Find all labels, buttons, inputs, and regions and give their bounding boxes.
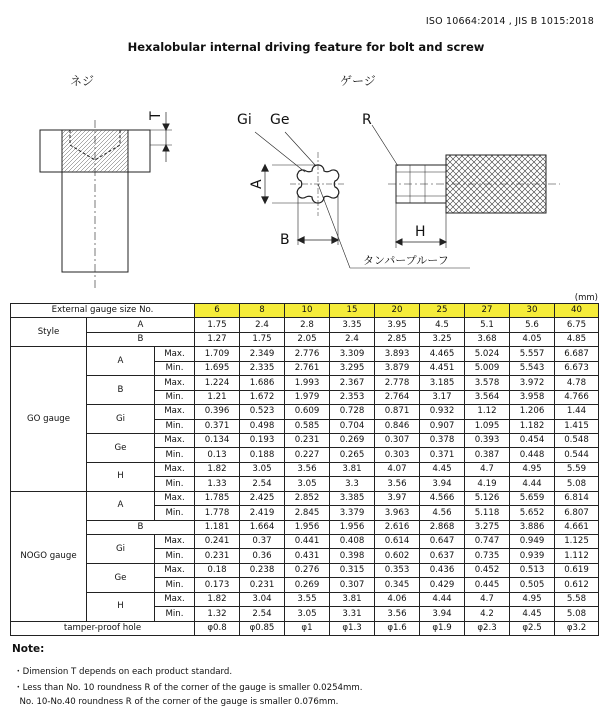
column-header-size: 6 [195, 304, 240, 318]
table-cell: 5.126 [465, 491, 510, 505]
column-header-size: 20 [375, 304, 420, 318]
table-cell: 0.441 [285, 535, 330, 549]
table-cell: φ2.3 [465, 621, 510, 635]
table-cell: 0.647 [420, 535, 465, 549]
table-cell: 0.408 [330, 535, 375, 549]
table-cell: 0.269 [285, 578, 330, 592]
table-cell: 4.05 [510, 332, 555, 346]
table-cell: 2.845 [285, 506, 330, 520]
table-cell: 1.224 [195, 376, 240, 390]
table-cell: 0.505 [510, 578, 555, 592]
table-cell: 0.448 [510, 448, 555, 462]
min-label: Min. [155, 419, 195, 433]
table-cell: 4.45 [420, 462, 465, 476]
table-cell: 0.932 [420, 405, 465, 419]
row-label: A [87, 318, 195, 332]
table-cell: 0.193 [240, 433, 285, 447]
table-cell: 3.886 [510, 520, 555, 534]
table-cell: 3.95 [375, 318, 420, 332]
table-cell: 0.614 [375, 535, 420, 549]
table-cell: 3.564 [465, 390, 510, 404]
table-cell: 3.379 [330, 506, 375, 520]
table-cell: 3.35 [330, 318, 375, 332]
table-cell: 0.134 [195, 433, 240, 447]
table-cell: φ1.6 [375, 621, 420, 635]
table-cell: 4.7 [465, 592, 510, 606]
table-cell: 6.814 [555, 491, 599, 505]
table-cell: 3.958 [510, 390, 555, 404]
max-label: Max. [155, 563, 195, 577]
table-cell: 5.1 [465, 318, 510, 332]
dim-label-ge: Ge [270, 112, 290, 128]
unit-label: (mm) [574, 293, 598, 303]
table-cell: 0.378 [420, 433, 465, 447]
table-cell: 0.371 [195, 419, 240, 433]
table-cell: 2.425 [240, 491, 285, 505]
table-cell: 4.95 [510, 462, 555, 476]
table-cell: 4.766 [555, 390, 599, 404]
table-cell: 1.956 [285, 520, 330, 534]
table-cell: 5.08 [555, 477, 599, 491]
table-cell: 0.445 [465, 578, 510, 592]
table-cell: 3.3 [330, 477, 375, 491]
max-label: Max. [155, 433, 195, 447]
table-cell: 3.963 [375, 506, 420, 520]
table-row [11, 332, 599, 346]
table-cell: 1.75 [240, 332, 285, 346]
table-cell: 0.585 [285, 419, 330, 433]
table-cell: 3.94 [420, 477, 465, 491]
table-cell: 3.295 [330, 361, 375, 375]
tamper-proof-label: タンパープルーフ [363, 254, 449, 267]
table-row [11, 433, 599, 447]
table-cell: 6.75 [555, 318, 599, 332]
min-label: Min. [155, 506, 195, 520]
note-line: ・Less than No. 10 roundness R of the corner of the gauge is smaller 0.0254mm. [14, 683, 363, 693]
table-cell: 1.785 [195, 491, 240, 505]
table-cell: φ0.85 [240, 621, 285, 635]
table-cell: 3.56 [375, 607, 420, 621]
table-cell: 4.06 [375, 592, 420, 606]
column-header-size: 15 [330, 304, 375, 318]
note-line: ・Dimension T depends on each product standard. [14, 667, 233, 677]
table-cell: 1.75 [195, 318, 240, 332]
table-cell: 0.303 [375, 448, 420, 462]
table-cell: φ1.3 [330, 621, 375, 635]
table-cell: 6.807 [555, 506, 599, 520]
technical-drawing [0, 62, 612, 302]
row-label: H [87, 592, 155, 621]
row-label: B [87, 520, 195, 534]
table-cell: 4.566 [420, 491, 465, 505]
table-row [11, 405, 599, 419]
dim-label-gi: Gi [237, 112, 252, 128]
max-label: Max. [155, 535, 195, 549]
row-label: H [87, 462, 155, 491]
table-cell: 5.659 [510, 491, 555, 505]
screw-side-view [40, 112, 172, 290]
max-label: Max. [155, 347, 195, 361]
table-cell: φ3.2 [555, 621, 599, 635]
table-cell: 3.56 [375, 477, 420, 491]
table-cell: 3.97 [375, 491, 420, 505]
table-cell: 0.544 [555, 448, 599, 462]
table-cell: 1.82 [195, 592, 240, 606]
table-cell: 4.95 [510, 592, 555, 606]
dim-label-b: B [280, 232, 290, 248]
table-cell: 0.13 [195, 448, 240, 462]
table-cell: 1.206 [510, 405, 555, 419]
table-cell: 1.27 [195, 332, 240, 346]
table-cell: 0.307 [375, 433, 420, 447]
table-cell: 2.616 [375, 520, 420, 534]
row-label: Gi [87, 535, 155, 564]
table-cell: 2.05 [285, 332, 330, 346]
spec-table [10, 303, 599, 636]
table-cell: 0.227 [285, 448, 330, 462]
table-cell: 0.609 [285, 405, 330, 419]
table-cell: 4.19 [465, 477, 510, 491]
table-cell: 3.25 [420, 332, 465, 346]
row-label: Ge [87, 433, 155, 462]
table-cell: 1.095 [465, 419, 510, 433]
table-cell: 3.385 [330, 491, 375, 505]
table-cell: 1.993 [285, 376, 330, 390]
table-cell: 2.335 [240, 361, 285, 375]
table-cell: 2.54 [240, 607, 285, 621]
table-cell: 3.185 [420, 376, 465, 390]
max-label: Max. [155, 405, 195, 419]
table-cell: 3.68 [465, 332, 510, 346]
min-label: Min. [155, 607, 195, 621]
table-cell: 4.45 [510, 607, 555, 621]
table-cell: 2.778 [375, 376, 420, 390]
column-header-size: 10 [285, 304, 330, 318]
table-cell: 4.56 [420, 506, 465, 520]
min-label: Min. [155, 477, 195, 491]
table-cell: 1.12 [465, 405, 510, 419]
table-cell: 0.907 [420, 419, 465, 433]
table-cell: 2.85 [375, 332, 420, 346]
max-label: Max. [155, 462, 195, 476]
table-cell: 3.972 [510, 376, 555, 390]
table-cell: 3.578 [465, 376, 510, 390]
table-cell: 5.118 [465, 506, 510, 520]
min-label: Min. [155, 361, 195, 375]
table-cell: 0.238 [240, 563, 285, 577]
table-cell: 0.637 [420, 549, 465, 563]
table-cell: 0.498 [240, 419, 285, 433]
table-cell: 4.44 [420, 592, 465, 606]
row-label: B [87, 376, 155, 405]
table-cell: 1.182 [510, 419, 555, 433]
table-cell: 2.764 [375, 390, 420, 404]
table-cell: 0.241 [195, 535, 240, 549]
standard-reference: ISO 10664:2014 , JIS B 1015:2018 [425, 16, 594, 27]
column-header-size: 30 [510, 304, 555, 318]
table-cell: 3.893 [375, 347, 420, 361]
max-label: Max. [155, 592, 195, 606]
table-cell: 2.4 [240, 318, 285, 332]
table-row [11, 304, 599, 318]
min-label: Min. [155, 390, 195, 404]
table-cell: 5.557 [510, 347, 555, 361]
table-cell: 2.349 [240, 347, 285, 361]
table-cell: 1.664 [240, 520, 285, 534]
table-row [11, 491, 599, 505]
table-cell: 4.5 [420, 318, 465, 332]
table-cell: 4.451 [420, 361, 465, 375]
dim-label-r: R [362, 112, 372, 128]
table-cell: 4.85 [555, 332, 599, 346]
table-cell: 3.55 [285, 592, 330, 606]
table-cell: 5.59 [555, 462, 599, 476]
min-label: Min. [155, 578, 195, 592]
table-cell: 0.949 [510, 535, 555, 549]
row-label: Ge [87, 563, 155, 592]
table-cell: 5.6 [510, 318, 555, 332]
table-cell: 0.523 [240, 405, 285, 419]
table-cell: 3.94 [420, 607, 465, 621]
table-cell: 1.778 [195, 506, 240, 520]
gauge-side-view [372, 125, 560, 248]
table-cell: 6.673 [555, 361, 599, 375]
table-cell: 4.661 [555, 520, 599, 534]
table-cell: 5.024 [465, 347, 510, 361]
row-label: A [87, 491, 155, 520]
table-cell: 0.454 [510, 433, 555, 447]
column-header-size: 8 [240, 304, 285, 318]
table-cell: 1.112 [555, 549, 599, 563]
table-cell: 2.8 [285, 318, 330, 332]
table-row [11, 376, 599, 390]
table-cell: 1.44 [555, 405, 599, 419]
table-row [11, 347, 599, 361]
table-cell: 0.353 [375, 563, 420, 577]
table-cell: 0.431 [285, 549, 330, 563]
table-cell: φ2.5 [510, 621, 555, 635]
table-cell: 6.687 [555, 347, 599, 361]
table-cell: φ1 [285, 621, 330, 635]
table-cell: 0.36 [240, 549, 285, 563]
table-cell: 2.353 [330, 390, 375, 404]
note-line: No. 10-No.40 roundness R of the corner of the gauge is smaller 0.076mm. [14, 697, 339, 707]
dim-label-h: H [415, 224, 426, 240]
table-cell: 2.54 [240, 477, 285, 491]
table-cell: 4.07 [375, 462, 420, 476]
table-cell: 0.173 [195, 578, 240, 592]
table-cell: 2.868 [420, 520, 465, 534]
table-cell: 3.04 [240, 592, 285, 606]
table-cell: 1.672 [240, 390, 285, 404]
table-cell: 0.548 [555, 433, 599, 447]
table-cell: 3.275 [465, 520, 510, 534]
table-cell: 4.465 [420, 347, 465, 361]
column-header-gauge-size: External gauge size No. [11, 304, 195, 318]
dim-label-a: A [249, 179, 265, 189]
column-header-size: 27 [465, 304, 510, 318]
column-header-size: 25 [420, 304, 465, 318]
row-label-tamper-proof: tamper-proof hole [11, 621, 195, 635]
table-cell: 0.315 [330, 563, 375, 577]
table-cell: 2.852 [285, 491, 330, 505]
table-cell: 0.269 [330, 433, 375, 447]
table-cell: 0.452 [465, 563, 510, 577]
table-cell: 0.612 [555, 578, 599, 592]
row-label: B [87, 332, 195, 346]
table-cell: φ0.8 [195, 621, 240, 635]
table-cell: 0.188 [240, 448, 285, 462]
table-cell: 0.231 [240, 578, 285, 592]
table-cell: 4.7 [465, 462, 510, 476]
table-cell: 0.18 [195, 563, 240, 577]
table-cell: 2.4 [330, 332, 375, 346]
table-cell: 1.82 [195, 462, 240, 476]
column-header-size: 40 [555, 304, 599, 318]
table-cell: 0.387 [465, 448, 510, 462]
table-cell: 0.398 [330, 549, 375, 563]
gauge-label: ゲージ [340, 74, 376, 88]
table-cell: 1.709 [195, 347, 240, 361]
table-cell: 3.81 [330, 462, 375, 476]
table-cell: 0.871 [375, 405, 420, 419]
table-cell: 1.415 [555, 419, 599, 433]
table-cell: 3.05 [285, 607, 330, 621]
table-cell: 0.307 [330, 578, 375, 592]
table-cell: 5.652 [510, 506, 555, 520]
table-cell: 0.393 [465, 433, 510, 447]
table-cell: 1.695 [195, 361, 240, 375]
row-label: Gi [87, 405, 155, 434]
table-cell: 3.81 [330, 592, 375, 606]
table-cell: 0.429 [420, 578, 465, 592]
min-label: Min. [155, 448, 195, 462]
table-cell: 2.367 [330, 376, 375, 390]
table-row [11, 520, 599, 534]
table-cell: φ1.9 [420, 621, 465, 635]
table-cell: 4.2 [465, 607, 510, 621]
table-cell: 3.879 [375, 361, 420, 375]
notes-heading: Note: [12, 643, 45, 655]
table-cell: 1.686 [240, 376, 285, 390]
table-cell: 5.543 [510, 361, 555, 375]
table-cell: 0.513 [510, 563, 555, 577]
dim-label-t: T [148, 111, 164, 120]
table-cell: 0.619 [555, 563, 599, 577]
table-cell: 0.436 [420, 563, 465, 577]
row-group-nogo-gauge: NOGO gauge [11, 491, 87, 621]
table-cell: 0.371 [420, 448, 465, 462]
table-cell: 3.05 [240, 462, 285, 476]
table-cell: 2.776 [285, 347, 330, 361]
table-row [11, 592, 599, 606]
max-label: Max. [155, 491, 195, 505]
table-cell: 0.231 [195, 549, 240, 563]
max-label: Max. [155, 376, 195, 390]
table-row [11, 462, 599, 476]
table-cell: 1.979 [285, 390, 330, 404]
table-cell: 0.728 [330, 405, 375, 419]
table-row [11, 563, 599, 577]
table-cell: 1.32 [195, 607, 240, 621]
table-cell: 5.08 [555, 607, 599, 621]
table-cell: 3.31 [330, 607, 375, 621]
table-cell: 0.265 [330, 448, 375, 462]
row-label: A [87, 347, 155, 376]
table-cell: 1.181 [195, 520, 240, 534]
table-cell: 0.735 [465, 549, 510, 563]
table-cell: 0.602 [375, 549, 420, 563]
table-cell: 1.33 [195, 477, 240, 491]
table-cell: 0.231 [285, 433, 330, 447]
table-cell: 1.21 [195, 390, 240, 404]
table-cell: 0.345 [375, 578, 420, 592]
table-cell: 0.939 [510, 549, 555, 563]
table-cell: 4.44 [510, 477, 555, 491]
table-cell: 0.37 [240, 535, 285, 549]
table-cell: 2.761 [285, 361, 330, 375]
page-title: Hexalobular internal driving feature for bolt and screw [127, 40, 485, 54]
table-cell: 3.05 [285, 477, 330, 491]
row-group-go-gauge: GO gauge [11, 347, 87, 491]
table-cell: 4.78 [555, 376, 599, 390]
table-cell: 3.56 [285, 462, 330, 476]
min-label: Min. [155, 549, 195, 563]
table-row [11, 535, 599, 549]
table-cell: 1.956 [330, 520, 375, 534]
table-cell: 0.846 [375, 419, 420, 433]
row-group-style: Style [11, 318, 87, 347]
table-cell: 5.009 [465, 361, 510, 375]
table-cell: 5.58 [555, 592, 599, 606]
table-cell: 2.419 [240, 506, 285, 520]
table-row [11, 318, 599, 332]
table-cell: 0.276 [285, 563, 330, 577]
table-cell: 3.17 [420, 390, 465, 404]
screw-label: ネジ [70, 74, 95, 88]
table-cell: 3.309 [330, 347, 375, 361]
table-cell: 0.396 [195, 405, 240, 419]
table-row [11, 621, 599, 635]
table-cell: 1.125 [555, 535, 599, 549]
table-cell: 0.704 [330, 419, 375, 433]
table-cell: 0.747 [465, 535, 510, 549]
